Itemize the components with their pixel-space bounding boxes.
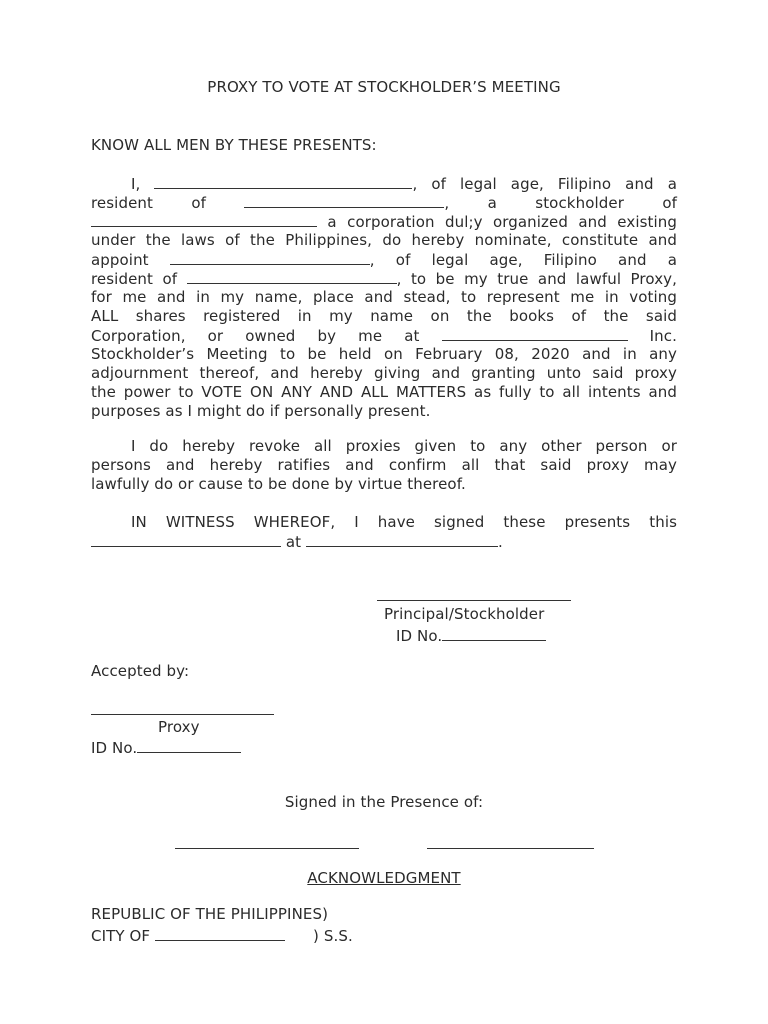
venue-city: CITY OF ) S.S.	[91, 927, 353, 945]
paragraph-line: the power to VOTE ON ANY AND ALL MATTERS as fully to all intents and	[91, 383, 677, 401]
witness-signature-line-1[interactable]	[175, 848, 359, 849]
residence-blank[interactable]	[244, 193, 444, 208]
principal-id-blank[interactable]	[442, 626, 546, 641]
proxy-name-blank[interactable]	[170, 250, 370, 265]
proxy-id-blank[interactable]	[137, 738, 241, 753]
paragraph-line: I do hereby revoke all proxies given to any other person or	[131, 437, 677, 455]
proxy-label: Proxy	[158, 718, 200, 736]
principal-id-label: ID No.	[396, 626, 546, 646]
city-blank[interactable]	[155, 926, 285, 941]
proxy-residence-blank[interactable]	[187, 269, 397, 284]
paragraph-line: resident of , a stockholder of	[91, 194, 677, 212]
paragraph-line: persons and hereby ratifies and confirm all that said proxy may	[91, 456, 677, 474]
paragraph-line: resident of , to be my true and lawful Proxy,	[91, 270, 678, 288]
venue-republic: REPUBLIC OF THE PHILIPPINES)	[91, 905, 329, 923]
paragraph-line: adjournment thereof, and hereby giving and granting unto said proxy	[91, 364, 677, 382]
paragraph-line: Corporation, or owned by me at Inc.	[91, 327, 677, 345]
meeting-venue-blank[interactable]	[442, 326, 628, 341]
acknowledgment-heading: ACKNOWLEDGMENT	[307, 869, 461, 887]
principal-label: Principal/Stockholder	[384, 605, 545, 623]
proxy-signature-line[interactable]	[91, 714, 274, 715]
paragraph-line: purposes as I might do if personally present.	[91, 402, 431, 420]
paragraph-line: I, , of legal age, Filipino and a	[131, 175, 677, 193]
paragraph-line: appoint , of legal age, Filipino and a	[91, 251, 677, 269]
paragraph-line: for me and in my name, place and stead, to represent me in voting	[91, 288, 677, 306]
proxy-id-label: ID No.	[91, 738, 241, 758]
document-title: PROXY TO VOTE AT STOCKHOLDER’S MEETING	[207, 78, 561, 96]
paragraph-line: a corporation dul;y organized and existing	[91, 212, 677, 232]
paragraph-line: Stockholder’s Meeting to be held on February 08, 2020 and in any	[91, 345, 677, 363]
witness-signature-line-2[interactable]	[427, 848, 594, 849]
paragraph-line: IN WITNESS WHEREOF, I have signed these presents this	[131, 513, 677, 531]
paragraph-line: ALL shares registered in my name on the books of the said	[91, 307, 677, 325]
corporation-name-blank[interactable]	[91, 212, 317, 227]
witness-heading: Signed in the Presence of:	[284, 793, 484, 811]
accepted-by-label: Accepted by:	[91, 662, 190, 680]
principal-signature-line[interactable]	[377, 600, 571, 601]
signing-place-blank[interactable]	[306, 532, 498, 547]
principal-name-blank[interactable]	[154, 174, 412, 189]
salutation: KNOW ALL MEN BY THESE PRESENTS:	[91, 136, 377, 154]
paragraph-line: at .	[91, 532, 677, 552]
signing-date-blank[interactable]	[91, 532, 281, 547]
paragraph-line: lawfully do or cause to be done by virtue thereof.	[91, 475, 466, 493]
paragraph-line: under the laws of the Philippines, do hereby nominate, constitute and	[91, 231, 677, 249]
